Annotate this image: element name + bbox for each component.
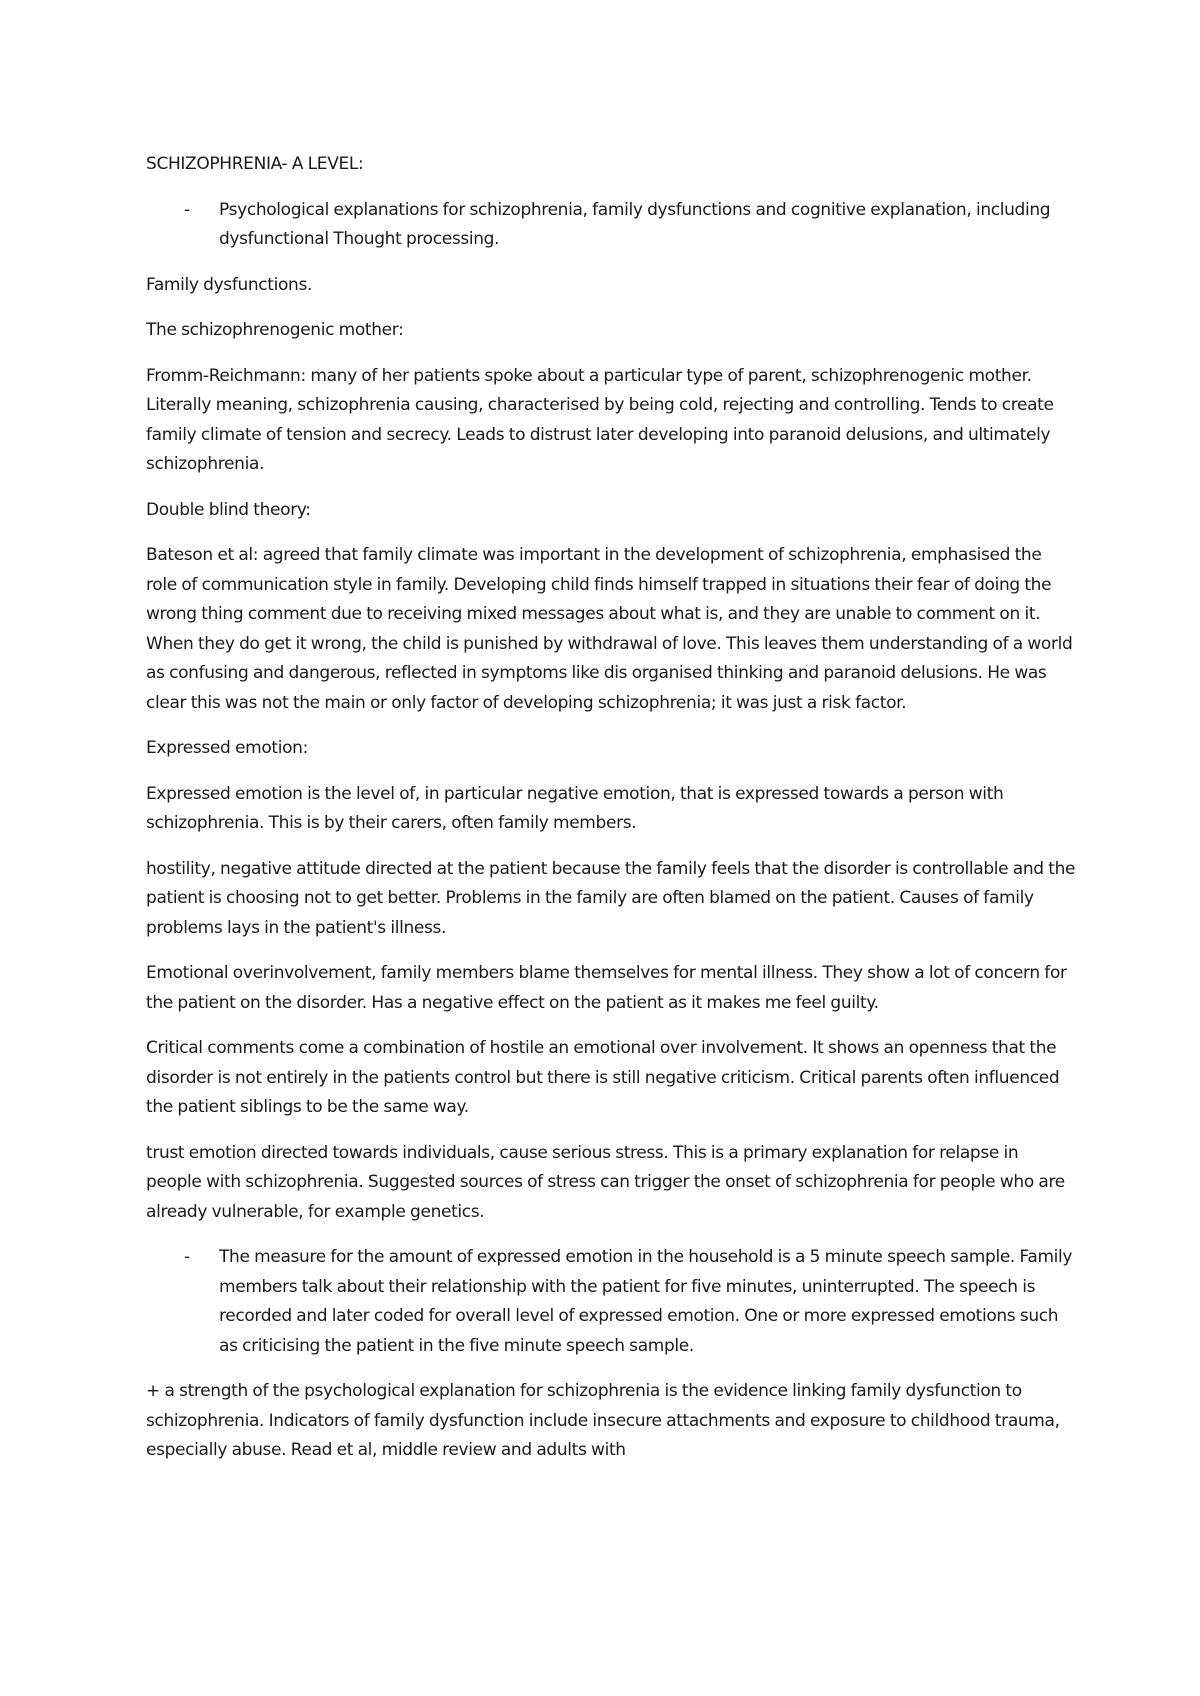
paragraph-fromm-reichmann: Fromm-Reichmann: many of her patients spoke about a particular type of parent, schizophrenogenic mother. Literally meaning, schizophrenia causing, characterised by being cold, rejecting and controlling. Tends to create family climate of tension and secrecy. Leads to distrust later developing into paranoid delusions, and ultimately schizophrenia. [146, 365, 1054, 474]
document-body [146, 150, 1076, 1482]
section-heading-expressed-emotion: Expressed emotion: [146, 738, 308, 758]
measure-bullet-item [146, 1243, 1076, 1361]
paragraph-trust-emotion: trust emotion directed towards individuals, cause serious stress. This is a primary explanation for relapse in people with schizophrenia. Suggested sources of stress can trigger the onset of schizophrenia for people who are already vulnerable, for example genetics. [146, 1142, 1065, 1222]
paragraph-expressed-emotion: Expressed emotion is the level of, in particular negative emotion, that is expressed towards a person with schizophrenia. This is by their carers, often family members. [146, 783, 1004, 833]
paragraph-hostility: hostility, negative attitude directed at the patient because the family feels that the disorder is controllable and the patient is choosing not to get better. Problems in the family are often blamed on the patient. Causes of family problems lays in the patient's illness. [146, 858, 1076, 938]
bullet-dash: - [184, 1247, 190, 1267]
paragraph-strength: + a strength of the psychological explanation for schizophrenia is the evidence linking family dysfunction to schizophrenia. Indicators of family dysfunction include insecure attachments and exposure to childhood trauma, especially abuse. Read et al, middle review and adults with [146, 1381, 1060, 1460]
intro-bullet-item [146, 196, 1076, 255]
section-heading-double-blind: Double blind theory: [146, 499, 311, 520]
document-title: SCHIZOPHRENIA- A LEVEL: [146, 154, 364, 174]
paragraph-critical-comments: Critical comments come a combination of hostile an emotional over involvement. It shows an openness that the disorder is not entirely in the patients control but there is still negative criticism. Critical parents often influenced the patient siblings to be the same way. [146, 1038, 1060, 1117]
section-heading-mother: The schizophrenogenic mother: [146, 320, 404, 340]
measure-bullet-text: The measure for the amount of expressed emotion in the household is a 5 minute speech sample. Family members talk about their relationship with the patient for five minutes, uninterrupted. The speech is recorded and later coded for overall level of expressed emotion. One or more expressed emotions such as criticising the patient in the five minute speech sample. [219, 1247, 1073, 1356]
paragraph-overinvolvement: Emotional overinvolvement, family members blame themselves for mental illness. They show a lot of concern for the patient on the disorder. Has a negative effect on the patient as it makes me feel guilty. [146, 963, 1067, 1013]
section-heading-family: Family dysfunctions. [146, 274, 313, 295]
intro-bullet-text: Psychological explanations for schizophrenia, family dysfunctions and cognitive explanation, including dysfunctional Thought processing. [219, 199, 1051, 249]
bullet-dash: - [184, 199, 190, 220]
paragraph-bateson: Bateson et al: agreed that family climate was important in the development of schizophrenia, emphasised the role of communication style in family. Developing child finds himself trapped in situations their fear of doing the wrong thing comment due to receiving mixed messages about what is, and they are unable to comment on it. When they do get it wrong, the child is punished by withdrawal of love. This leaves them understanding of a world as confusing and dangerous, reflected in symptoms like dis organised thinking and paranoid delusions. He was clear this was not the main or only factor of developing schizophrenia; it was just a risk factor. [146, 545, 1073, 713]
